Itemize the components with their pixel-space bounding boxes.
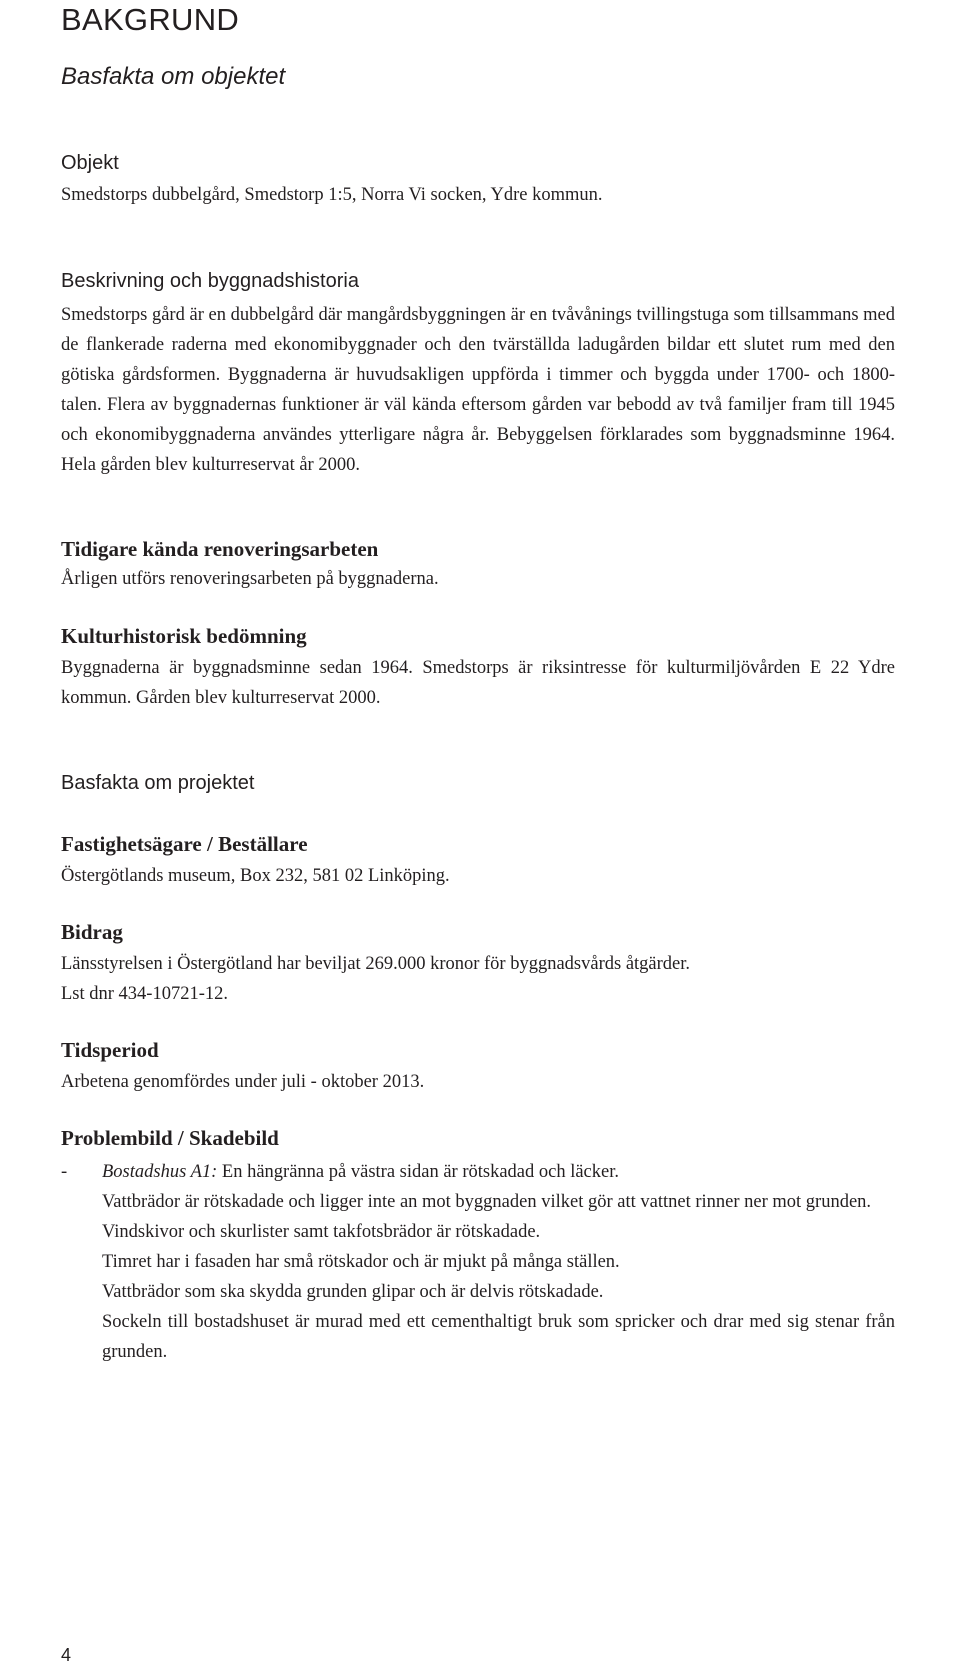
building-label: Bostadshus A1: [102, 1162, 218, 1182]
fastighetsagare-heading: Fastighetsägare / Beställare [61, 832, 308, 856]
list-item: Timret har i fasaden har små rötskador och är mjukt på många ställen. [102, 1252, 620, 1272]
page-number: 4 [61, 1645, 72, 1665]
list-dash: - [61, 1162, 68, 1182]
list-item: Sockeln till bostadshuset är murad med ett cementhaltigt bruk som spricker och drar med sig stenar från grunden. [102, 1312, 895, 1362]
renovering-text: Årligen utförs renoveringsarbeten på byggnaderna. [61, 569, 439, 589]
projekt-label: Basfakta om projektet [61, 772, 255, 794]
page-title: BAKGRUND [61, 2, 240, 37]
list-item: Vindskivor och skurlister samt takfotsbrädor är rötskadade. [102, 1222, 541, 1242]
bidrag-line-2: Lst dnr 434-10721-12. [61, 984, 228, 1004]
page-subtitle: Basfakta om objektet [61, 63, 286, 90]
fastighetsagare-text: Östergötlands museum, Box 232, 581 02 Linköping. [61, 866, 450, 886]
problembild-heading: Problembild / Skadebild [61, 1126, 279, 1150]
beskrivning-label: Beskrivning och byggnadshistoria [61, 270, 359, 292]
tidsperiod-heading: Tidsperiod [61, 1038, 159, 1062]
bidrag-line-1: Länsstyrelsen i Östergötland har beviljat 269.000 kronor för byggnadsvårds åtgärder. [61, 954, 691, 974]
beskrivning-text: Smedstorps gård är en dubbelgård där mangårdsbyggningen är en tvåvånings tvillingstuga som tillsammans med de flankerade raderna med ekonomibyggnader och den tvärställda ladugården bildar ett slutet rum med den götiska gårdsformen. Byggnaderna är huvudsakligen uppförda i timmer och byggda under 1700- och 1800-talen. Flera av byggnadernas funktioner är väl kända eftersom gården var bebodd av två familjer fram till 1945 och ekonomibyggnaderna användes ytterligare några år. Bebyggelsen förklarades som byggnadsminne 1964. Hela gården blev kulturreservat år 2000. [61, 305, 895, 475]
objekt-label: Objekt [61, 152, 119, 174]
bidrag-heading: Bidrag [61, 920, 123, 944]
list-item: Vattbrädor är rötskadade och ligger inte an mot byggnaden vilket gör att vattnet rinner ner mot grunden. [102, 1192, 872, 1212]
problem-item-text: En hängränna på västra sidan är rötskadad och läcker. [221, 1162, 619, 1182]
objekt-text: Smedstorps dubbelgård, Smedstorp 1:5, Norra Vi socken, Ydre kommun. [61, 185, 603, 205]
kulturhistorisk-text: Byggnaderna är byggnadsminne sedan 1964. Smedstorps är riksintresse för kulturmiljövården E 22 Ydre kommun. Gården blev kulturreservat 2000. [61, 658, 895, 708]
list-item [102, 1157, 895, 1187]
renovering-heading: Tidigare kända renoveringsarbeten [61, 537, 379, 561]
problem-list [102, 1157, 895, 1367]
list-item: Vattbrädor som ska skydda grunden glipar och är delvis rötskadade. [102, 1282, 604, 1302]
kulturhistorisk-heading: Kulturhistorisk bedömning [61, 624, 307, 648]
tidsperiod-text: Arbetena genomfördes under juli - oktober 2013. [61, 1072, 425, 1092]
